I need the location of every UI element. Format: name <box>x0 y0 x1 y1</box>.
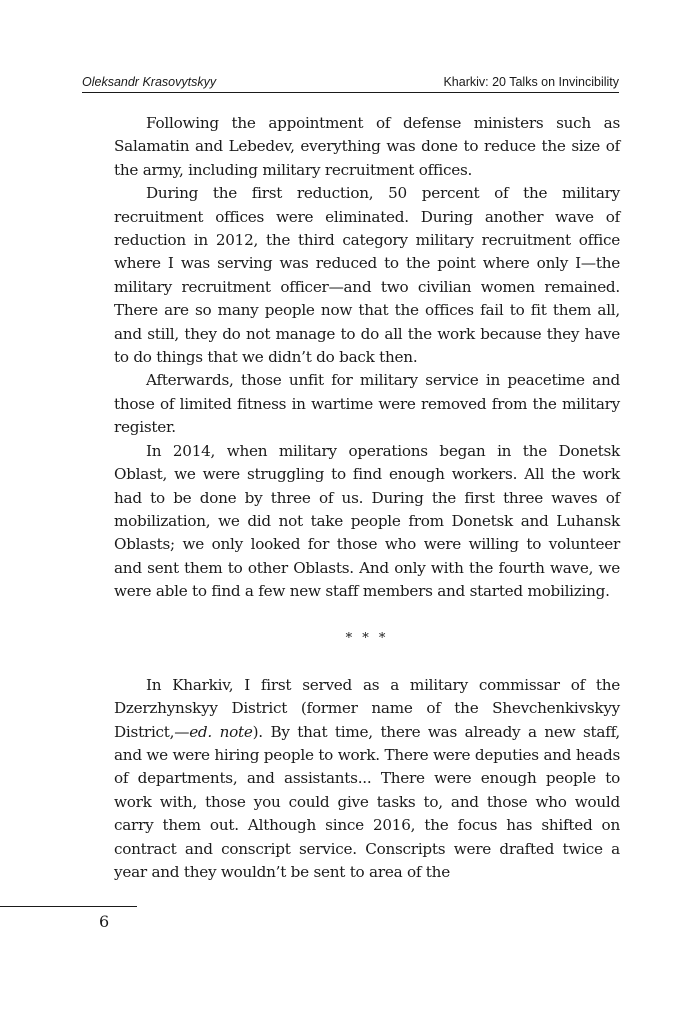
paragraph-text: ). By that time, there was already a new staff, and we were hiring people to work. There were deputies and heads of departments, and assistants... There were enough people to work with, those you could give tasks to, and those who would carry them out. Although since 2016, the focus has shifted on contract and conscript service. Conscripts were drafted twice a year and they wouldn’t be sent to area of the <box>114 722 620 881</box>
paragraph <box>114 674 620 885</box>
editor-note: ed. note <box>189 722 253 741</box>
page-number: 6 <box>99 912 110 931</box>
running-header <box>82 74 619 93</box>
paragraph: During the first reduction, 50 percent of the military recruitment offices were eliminated. During another wave of reduction in 2012, the third category military recruitment office where I was serving was reduced to the point where only I—the military recruitment officer—and two civilian women remained. There are so many people now that the offices fail to fit them all, and still, they do not manage to do all the work because they have to do things that we didn’t do back then. <box>114 184 620 367</box>
paragraph: Afterwards, those unfit for military service in peacetime and those of limited fitness in wartime were removed from the military register. <box>114 371 620 437</box>
paragraph: Following the appointment of defense ministers such as Salamatin and Lebedev, everything was done to reduce the size of the army, including military recruitment offices. <box>114 114 620 179</box>
section-separator: * * * <box>345 630 389 646</box>
paragraph: In 2014, when military operations began in the Donetsk Oblast, we were struggling to find enough workers. All the work had to be done by three of us. During the first three waves of mobilization, we did not take people from Donetsk and Luhansk Oblasts; we only looked for those who were willing to volunteer and sent them to other Oblasts. And only with the fourth wave, we were able to find a few new staff members and started mobilizing. <box>114 441 620 601</box>
paragraph-text: In Kharkiv, I first served as a military commissar of the Dzerzhynskyy District (former name of the Shevchenkivskyy District,— <box>114 675 620 741</box>
footer-rule <box>0 906 137 907</box>
header-author: Oleksandr Krasovytskyy <box>82 75 217 89</box>
page-body <box>114 112 620 884</box>
header-book-title: Kharkiv: 20 Talks on Invincibility <box>443 75 619 89</box>
